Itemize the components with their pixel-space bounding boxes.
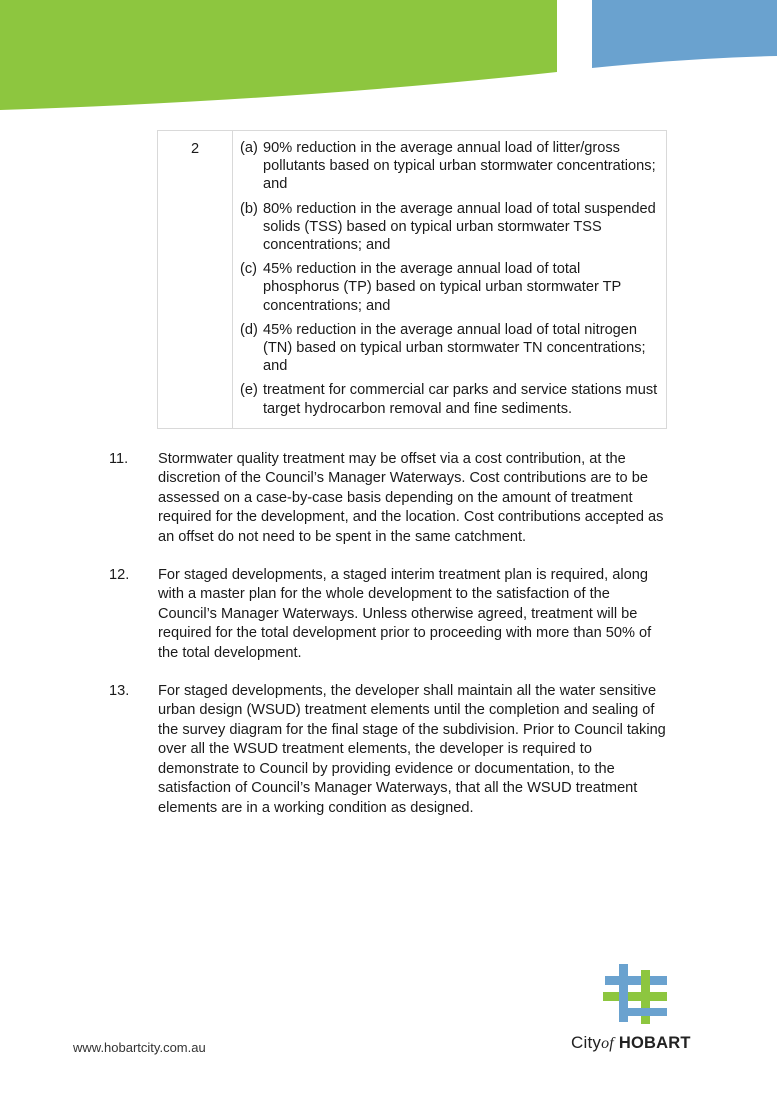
green-wave — [0, 0, 557, 110]
list-item — [240, 139, 658, 194]
item-label: (c) — [240, 261, 258, 278]
treatment-targets-table — [157, 130, 667, 429]
row-number: 2 — [158, 131, 233, 429]
city-of-hobart-logo-icon — [601, 962, 671, 1024]
blue-wave — [592, 0, 777, 68]
item-text: treatment for commercial car parks and service stations must target hydrocarbon removal and fine sediments. — [263, 382, 658, 417]
item-text: 45% reduction in the average annual load of total phosphorus (TP) based on typical urban stormwater TP concentrations; and — [263, 261, 621, 314]
item-label: (d) — [240, 321, 258, 338]
logo-city: City — [571, 1033, 602, 1052]
items-cell — [233, 131, 667, 429]
paragraph-number: 13. — [109, 683, 130, 700]
website-link[interactable]: www.hobartcity.com.au — [73, 1040, 206, 1055]
paragraph-number: 11. — [109, 451, 129, 467]
list-item — [240, 260, 658, 315]
item-label: (b) — [240, 200, 258, 217]
list-item — [240, 321, 658, 376]
paragraph-text: For staged developments, the developer shall maintain all the water sensitive urban design (WSUD) treatment elements until the completion and sealing of the survey diagram for the final stage of the subdivision. Prior to Council taking over all the WSUD treatment elements, the developer is required to demonstrate to Council by providing evidence or documentation, to the satisfaction of Council’s Manager Waterways, that all the WSUD treatment elements are in a working condition as designed. — [158, 683, 666, 816]
header-banner — [0, 0, 777, 115]
item-label: (a) — [240, 140, 258, 156]
logo-of: of — [601, 1035, 614, 1052]
paragraph-number: 12. — [109, 567, 130, 584]
paragraph-12 — [109, 566, 669, 663]
list-item — [240, 381, 658, 417]
item-text: 90% reduction in the average annual load of litter/gross pollutants based on typical urban stormwater concentrations; and — [263, 140, 656, 193]
paragraph-11 — [109, 450, 669, 547]
paragraph-text: Stormwater quality treatment may be offset via a cost contribution, at the discretion of the Council’s Manager Waterways. Cost contributions are to be assessed on a case-by-case basis depending on the amount of treatment required for the development, and the location. Cost contributions accepted as an offset do not need to be spent in the same catchment. — [158, 451, 664, 545]
paragraph-13 — [109, 682, 669, 818]
item-text: 45% reduction in the average annual load of total nitrogen (TN) based on typical urban stormwater TN concentrations; and — [263, 321, 646, 375]
paragraph-text: For staged developments, a staged interim treatment plan is required, along with a master plan for the whole development to the satisfaction of the Council’s Manager Waterways. Unless otherwise agreed, treatment will be required for the total development prior to proceeding with more than 50% of the total development. — [158, 567, 652, 661]
item-label: (e) — [240, 382, 258, 399]
numbered-paragraphs — [109, 450, 669, 837]
logo-hobart: HOBART — [618, 1034, 691, 1052]
list-item — [240, 200, 658, 255]
item-text: 80% reduction in the average annual load of total suspended solids (TSS) based on typical urban stormwater TSS concentrations; and — [263, 200, 656, 254]
logo-wordmark — [571, 1033, 691, 1053]
table-row — [158, 131, 667, 429]
